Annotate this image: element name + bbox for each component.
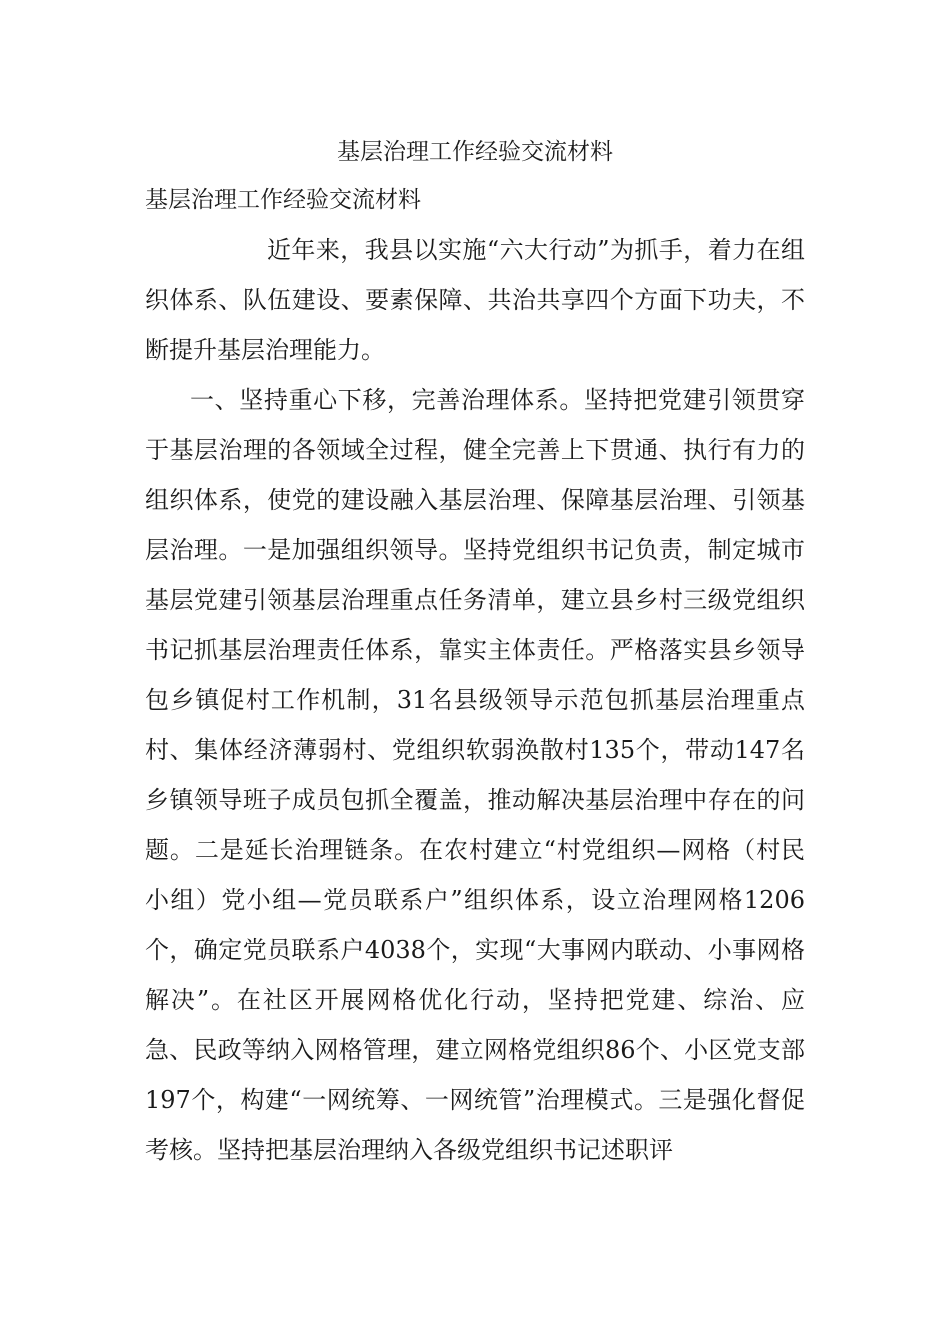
document-title: 基层治理工作经验交流材料	[337, 139, 613, 165]
paragraph-intro: 近年来，我县以实施“六大行动”为抓手，着力在组织体系、队伍建设、要素保障、共治共享四个方面下功夫，不断提升基层治理能力。	[145, 236, 805, 364]
paragraph-section-one: 一、坚持重心下移，完善治理体系。坚持把党建引领贯穿于基层治理的各领域全过程，健全完善上下贯通、执行有力的组织体系，使党的建设融入基层治理、保障基层治理、引领基层治理。一是加强组织领导。坚持党组织书记负责，制定城市基层党建引领基层治理重点任务清单，建立县乡村三级党组织书记抓基层治理责任体系，靠实主体责任。严格落实县乡领导包乡镇促村工作机制，31名县级领导示范包抓基层治理重点村、集体经济薄弱村、党组织软弱涣散村135个，带动147名乡镇领导班子成员包抓全覆盖，推动解决基层治理中存在的问题。二是延长治理链条。在农村建立“村党组织—网格（村民小组）党小组—党员联系户”组织体系，设立治理网格1206个，确定党员联系户4038个，实现“大事网内联动、小事网格解决”。在社区开展网格优化行动，坚持把党建、综治、应急、民政等纳入网格管理，建立网格党组织86个、小区党支部197个，构建“一网统筹、一网统管”治理模式。三是强化督促考核。坚持把基层治理纳入各级党组织书记述职评	[145, 386, 805, 1164]
document-subtitle: 基层治理工作经验交流材料	[145, 187, 421, 213]
